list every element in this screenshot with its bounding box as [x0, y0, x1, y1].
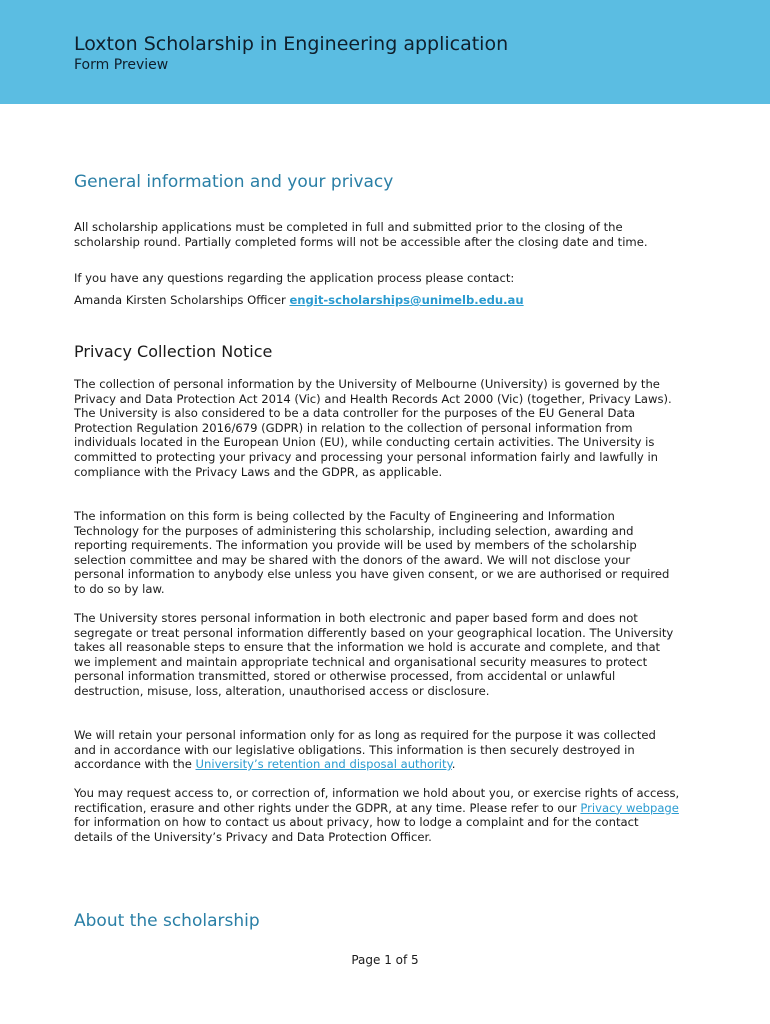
privacy-paragraph-1: The collection of personal information by the University of Melbourne (University) is governed by the Privacy and Data Protection Act 2014 (Vic) and Health Records Act 2000 (Vic) (together, Privacy Laws). The University is also considered to be a data controller for the purposes of the EU General Data Protection Regulation 2016/679 (GDPR) in relation to the collection of personal information from individuals located in the European Union (EU), while conducting certain activities. The University is committed to protecting your privacy and processing your personal information fairly and lawfully in compliance with the Privacy Laws and the GDPR, as applicable. — [74, 377, 672, 479]
form-subtitle: Form Preview — [74, 57, 169, 73]
privacy-paragraph-2: The information on this form is being collected by the Faculty of Engineering and Information Technology for the purposes of administering this scholarship, including selection, awarding and reporting requirements. The information you provide will be used by members of the scholarship selection committee and may be shared with the donors of the award. We will not disclose your personal information to anybody else unless you have given consent, or we are authorised or required to do so by law. — [74, 509, 670, 596]
form-title: Loxton Scholarship in Engineering application — [74, 33, 509, 55]
contact-line — [74, 293, 680, 308]
privacy-notice-heading: Privacy Collection Notice — [74, 342, 273, 361]
header-banner — [0, 0, 770, 104]
contact-name: Amanda Kirsten Scholarships Officer — [74, 293, 290, 307]
retention-authority-link[interactable]: University’s retention and disposal authority — [195, 757, 452, 772]
contact-intro-paragraph: If you have any questions regarding the application process please contact: — [74, 271, 515, 285]
privacy-paragraph-5 — [74, 786, 680, 844]
access-text-end: for information on how to contact us about privacy, how to lodge a complaint and for the contact details of the University’s Privacy and Data Protection Officer. — [74, 815, 639, 844]
about-scholarship-heading: About the scholarship — [74, 911, 260, 931]
retention-text-end: . — [451, 757, 456, 772]
page-number: Page 1 of 5 — [351, 953, 419, 967]
general-info-paragraph: All scholarship applications must be completed in full and submitted prior to the closing of the scholarship round. Partially completed forms will not be accessible after the closing date and time. — [74, 220, 648, 249]
access-text: You may request access to, or correction of, information we hold about you, or exercise rights of access, rectification, erasure and other rights under the GDPR, at any time. Please refer to our — [74, 786, 680, 815]
retention-text: We will retain your personal information only for as long as required for the purpose it was collected and in accordance with our legislative obligations. This information is then securely destroyed in accordance with the — [74, 728, 656, 772]
privacy-paragraph-3: The University stores personal information in both electronic and paper based form and does not segregate or treat personal information differently based on your geographical location. The University takes all reasonable steps to ensure that the information we hold is accurate and complete, and that we implement and maintain appropriate technical and organisational security measures to protect personal information transmitted, stored or otherwise processed, from accidental or unlawful destruction, misuse, loss, alteration, unauthorised access or disclosure. — [74, 611, 674, 698]
contact-email-link[interactable]: engit-scholarships@unimelb.edu.au — [289, 293, 524, 307]
privacy-paragraph-4 — [74, 728, 680, 772]
general-info-heading: General information and your privacy — [74, 172, 394, 192]
privacy-webpage-link[interactable]: Privacy webpage — [580, 800, 679, 815]
